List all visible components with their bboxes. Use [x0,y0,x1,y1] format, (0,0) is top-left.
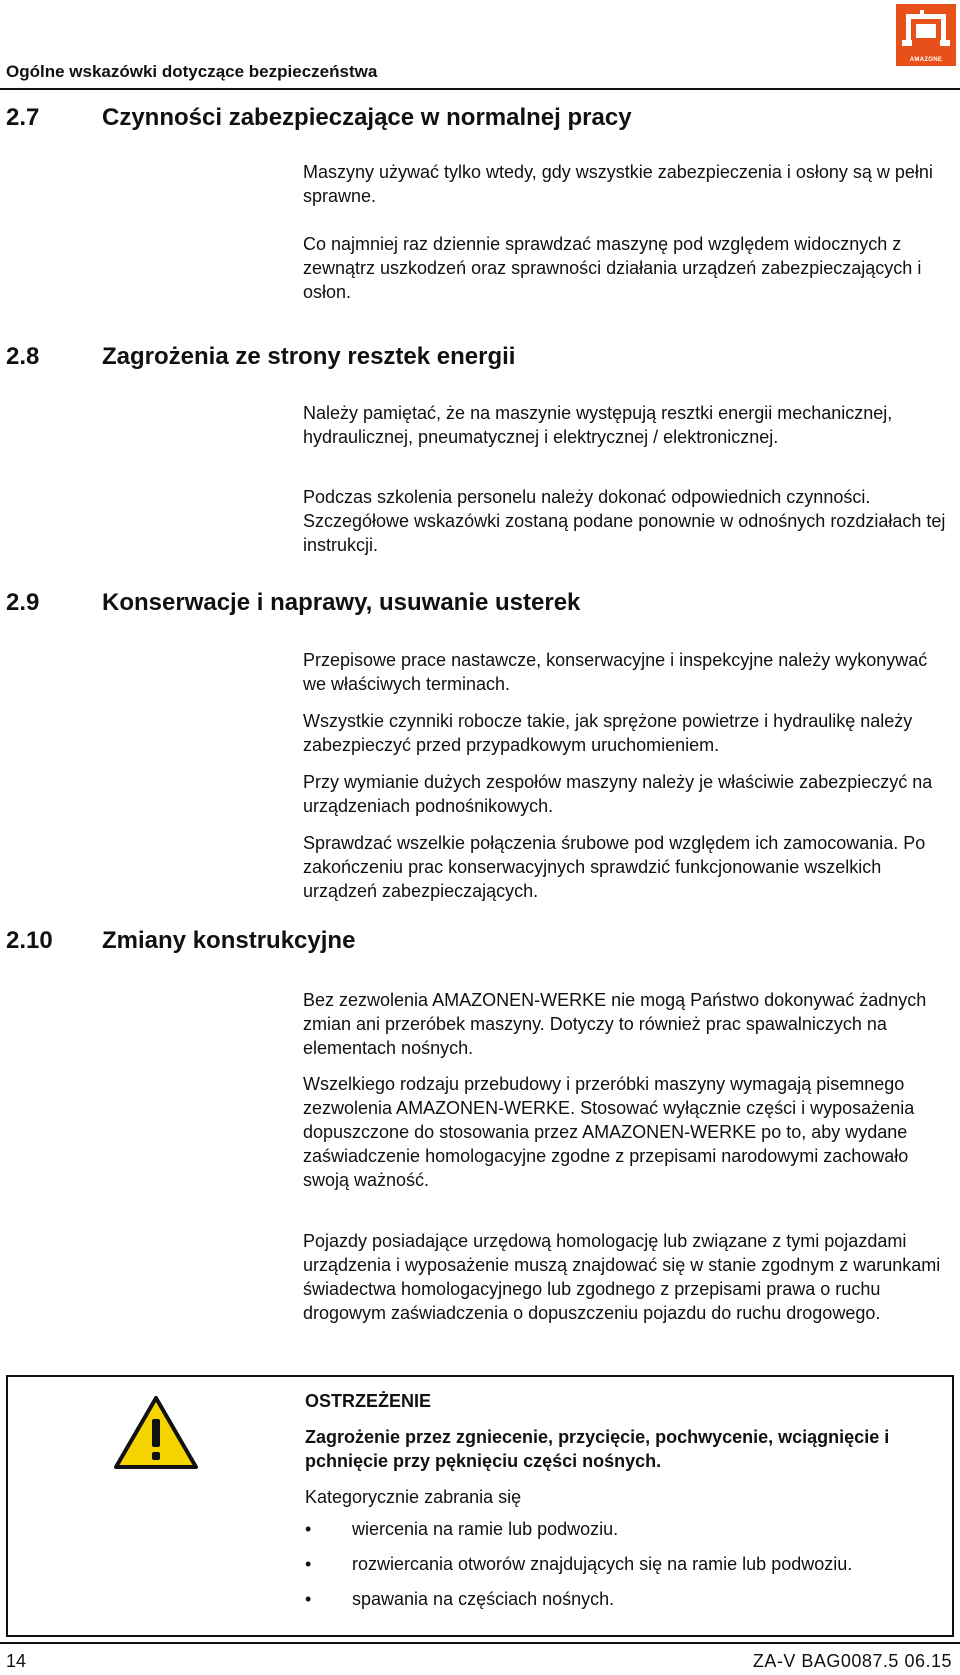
warning-list [305,1517,945,1611]
warning-description: Zagrożenie przez zgniecenie, przycięcie, pochwycenie, wciągnięcie i pchnięcie przy pęknięciu części nośnych. [305,1427,890,1471]
section-heading-2-10 [6,927,355,955]
warning-triangle-icon [113,1395,199,1471]
header-divider [0,88,960,90]
warning-lead: Kategorycznie zabrania się [305,1487,522,1507]
section-paragraph: Maszyny używać tylko wtedy, gdy wszystkie zabezpieczenia i osłony są w pełni sprawne. [303,162,933,206]
logo-wordmark: AMAZONE [909,57,943,63]
section-paragraph: Podczas szkolenia personelu należy dokonać odpowiednich czynności. Szczegółowe wskazówki zostaną podane ponownie w odnośnych rozdziałach tej instrukcji. [303,487,946,555]
tractor-logo-icon [896,4,956,54]
section-paragraph: Sprawdzać wszelkie połączenia śrubowe pod względem ich zamocowania. Po zakończeniu prac konserwacyjnych sprawdzić funkcjonowanie wszelkich urządzeń zabezpieczających. [303,833,926,901]
list-item [305,1587,945,1611]
page-header-title: Ogólne wskazówki dotyczące bezpieczeństwa [6,62,378,81]
section-heading-2-7 [6,104,632,132]
list-item-text: wiercenia na ramie lub podwoziu. [352,1519,619,1539]
section-paragraph: Przepisowe prace nastawcze, konserwacyjne i inspekcyjne należy wykonywać we właściwych terminach. [303,650,928,694]
list-item-text: spawania na częściach nośnych. [352,1589,615,1609]
section-heading-2-8 [6,343,515,371]
bullet: • [305,1554,312,1574]
section-number: 2.9 [6,589,40,616]
warning-content [305,1389,945,1622]
section-paragraph: Wszelkiego rodzaju przebudowy i przeróbki maszyny wymagają pisemnego zezwolenia AMAZONEN-WERKE. Stosować wyłącznie części i wyposażenia dopuszczone do stosowania przez AMAZONEN-WERKE po to, aby wydane zaświadczenie homologacyjne zgodne z przepisami narodowymi zachowało swoją ważność. [303,1074,915,1190]
amazone-logo [896,4,956,66]
section-title: Konserwacje i naprawy, usuwanie usterek [102,589,581,616]
footer-divider [0,1642,960,1644]
section-paragraph: Pojazdy posiadające urzędową homologację lub związane z tymi pojazdami urządzenia i wyposażenie muszą znajdować się w stanie zgodnym z warunkami świadectwa homologacyjnego lub zgodnego z przepisami prawa o ruchu drogowym zaświadczenia o dopuszczeniu pojazdu do ruchu drogowego. [303,1231,941,1323]
section-title: Czynności zabezpieczające w normalnej pracy [102,104,632,131]
section-heading-2-9 [6,589,580,617]
page-number: 14 [6,1651,27,1671]
list-item [305,1517,945,1541]
section-paragraph: Co najmniej raz dziennie sprawdzać maszynę pod względem widocznych z zewnątrz uszkodzeń oraz sprawności działania urządzeń zabezpieczających i osłon. [303,234,922,302]
warning-box [6,1375,954,1637]
section-paragraph: Przy wymianie dużych zespołów maszyny należy je właściwie zabezpieczyć na urządzeniach podnośnikowych. [303,772,933,816]
document-code: ZA-V BAG0087.5 06.15 [752,1651,952,1671]
section-title: Zmiany konstrukcyjne [102,927,356,954]
list-item [305,1552,945,1576]
section-title: Zagrożenia ze strony resztek energii [102,343,516,370]
bullet: • [305,1589,312,1609]
warning-label: OSTRZEŻENIE [305,1391,432,1411]
section-number: 2.8 [6,343,40,370]
bullet: • [305,1519,312,1539]
section-paragraph: Należy pamiętać, że na maszynie występują resztki energii mechanicznej, hydraulicznej, pneumatycznej i elektrycznej / elektronicznej. [303,403,893,447]
section-number: 2.10 [6,927,53,954]
list-item-text: rozwiercania otworów znajdujących się na ramie lub podwoziu. [352,1554,853,1574]
section-paragraph: Bez zezwolenia AMAZONEN-WERKE nie mogą Państwo dokonywać żadnych zmian ani przeróbek maszyny. Dotyczy to również prac spawalniczych na elementach nośnych. [303,990,927,1058]
section-number: 2.7 [6,104,40,131]
section-paragraph: Wszystkie czynniki robocze takie, jak sprężone powietrze i hydraulikę należy zabezpieczyć przed przypadkowym uruchomieniem. [303,711,913,755]
